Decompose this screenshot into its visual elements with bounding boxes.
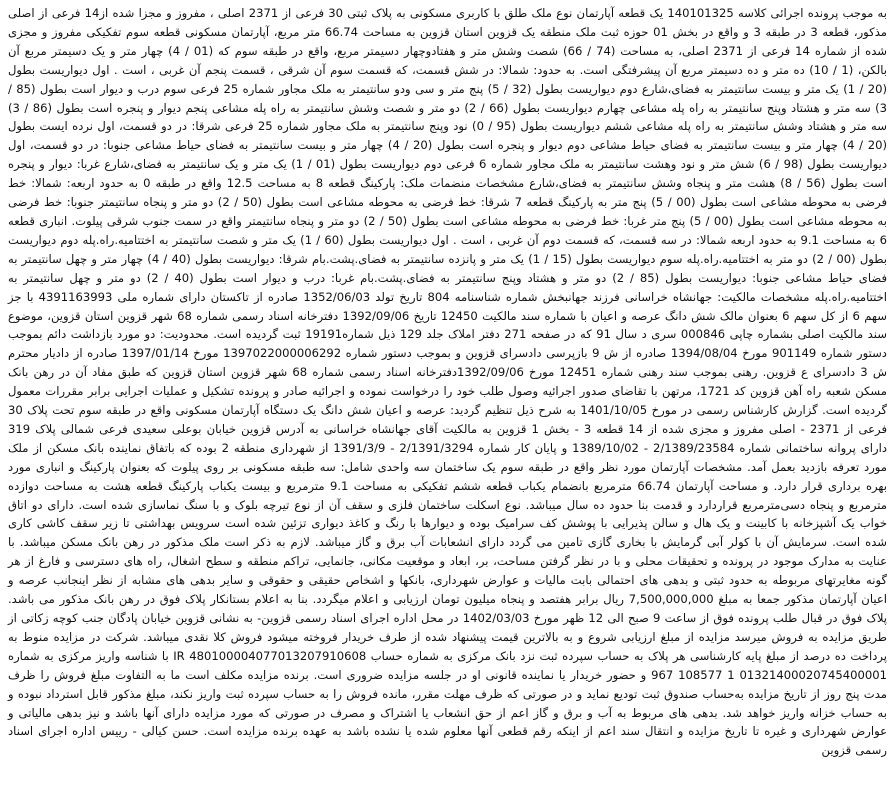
- notice-body-text: به موجب پرونده اجرائی کلاسه 140101325 یک قطعه آپارتمان نوع ملک طلق با کاربری مسکونی به پلاک ثبتی 30 فرعی از 2371 اصلی ، مفروز و مجزا شده از14 فرعی از اصلی مذکور، قطعه 3 در طبقه 3 و واقع در بخش 01 حوزه ثبت ملک منطقه یک قزوین استان قزوین به مساحت 66.74 متر مربع، آپارتمان مسکونی قطعه سوم تفکیکی مفروز و مجزی شده از شماره 14 فرعی از 2371 اصلی، به مساحت (74 / 66) شصت وشش متر و هفتادوچهار دسیمتر مربع، واقع در طبقه سوم که (01 / 4) چهار متر و یک دسیمتر مربع آن بالکن، (1 / 10) ده متر و ده دسیمتر مربع آن پیشرفتگی است. به حدود: شمالا: در شش قسمت، که قسمت سوم آن شرقی ، قسمت پنجم آن غربی ، است . اول دیواریست بطول (20 / 1) یک متر و بیست سانتیمتر به فضای،شارع دوم دیواریست بطول (32 / 5) پنج متر و سی ودو سانتیمتر به ملک مجاور شماره 25 فرعی سوم درب و دیوار است بطول (85 / 3) سه متر و هشتاد وپنج سانتیمتر به راه پله مشاعی چهارم دیواریست بطول (66 / 2) دو متر و شصت وشش سانتیمتر به راه پله مشاعی پنجم دیوار و پنجره است بطول (86 / 3) سه متر و هشتاد وشش سانتیمتر به راه پله مشاعی ششم دیواریست بطول (95 / 0) نود وپنج سانتیمتر به ملک مجاور شماره 25 فرعی شرقا: در دو قسمت، اول نرده ایست بطول (20 / 4) چهار متر و بیست سانتیمتر به فضای حیاط مشاعی دوم دیوار و پنجره است بطول (20 / 4) چهار متر و بیست سانتیمتر به فضای حیاط مشاعی جنوبا: در دو قسمت، اول دیواریست بطول (98 / 6) شش متر و نود وهشت سانتیمتر به ملک مجاور شماره 6 فرعی دوم دیواریست بطول (01 / 1) یک متر و یک سانتیمتر به فضای،شارع غربا: دیوار و پنجره است بطول (56 / 8) هشت متر و پنجاه وشش سانتیمتر به فضای،شارع مشخصات منضمات ملک: پارکینگ قطعه 8 به مساحت 12.5 واقع در طبقه 0 به حدود اربعه: شمالا: خط فرضی به محوطه مشاعی است بطول (00 / 5) پنج متر به پارکینگ قطعه 7 شرقا: خط فرضی به محوطه مشاعی است بطول (50 / 2) دو متر و پنجاه سانتیمتر جنوبا: خط فرضی به محوطه مشاعی است بطول (00 / 5) پنج متر غربا: خط فرضی به محوطه مشاعی است بطول (50 / 2) دو متر و پنجاه سانتیمتر واقع در سمت جنوب شرقی پیلوت. انباری قطعه 6 به مساحت 9.1 به حدود اربعه شمالا: در سه قسمت، که قسمت دوم آن غربی ، است . اول دیواریست بطول (60 / 1) یک متر و شصت سانتیمتر به اختتامیه.راه.پله دوم دیواریست بطول (00 / 2) دو متر به اختتامیه.راه.پله سوم دیواریست بطول (15 / 1) یک متر و پانزده سانتیمتر به فضای.پشت.بام شرقا: دیواریست بطول (40 / 4) چهار متر و چهل سانتیمتر به فضای حیاط مشاعی جنوبا: دیواریست بطول (85 / 2) دو متر و هشتاد وپنج سانتیمتر به فضای.پشت.بام غربا: درب و دیوار است بطول (40 / 2) دو متر و چهل سانتیمتر به اختتامیه.راه.پله مشخصات مالکیت: جهانشاه خراسانی فرزند جهانبخش شماره شناسنامه 804 تاریخ تولد 1352/06/03 صادره از تاکستان دارای شماره ملی 4391163993 با جز سهم 6 از کل سهم 6 بعنوان مالک شش دانگ عرصه و اعیان با شماره سند مالکیت 12450 تاریخ 1392/09/06 دفترخانه اسناد رسمی شماره 68 شهر قزوین استان قزوین، موضوع سند مالکیت اصلی بشماره چاپی 000846 سری د سال 91 که در صفحه 271 دفتر املاک جلد 129 ذیل شماره19191 ثبت گردیده است. محدودیت: دو مورد بازداشت دائم بموجب دستور شماره 901149 مورخ 1394/08/04 صادره از ش 9 بازپرسی دادسرای قزوین و بموجب دستور شماره 1397022000006292 مورخ 1397/01/14 صادره از دادیار محترم ش 3 دادسرای ع قزوین. رهنی بموجب سند رهنی شماره 12451 مورخ 1392/09/06دفترخانه اسناد رسمی شماره 68 شهر قزوین استان قزوین که طبق مفاد آن در رهن بانک مسکن شعبه راه آهن قزوین کد 1721، مرتهن با تقاضای صدور اجرائیه وصول طلب خود را درخواست نموده و اجرائیه صادر و پرونده تشکیل و عملیات اجرایی برابر مقررات معمول گردیده است. گزارش کارشناس رسمی در مورخ 1401/10/05 به شرح ذیل تنظیم گردید: عرصه و اعیان شش دانگ یک دستگاه آپارتمان مسکونی واقع در طبقه سوم تحت پلاک 30 فرعی از 2371 - اصلی مفروز و مجزی شده از 14 قطعه 3 - بخش 1 قزوین به مالکیت آقای جهانشاه خراسانی به آدرس قزوین خیابان بوعلی سعیدی فرعی شمالی پلاک 319 دارای پروانه ساختمانی شماره 2/1389/23584 - 1389/10/02 و پایان کار شماره 2/1391/3294 - 1391/3/9 از شهرداری منطقه 2 بوده که باتفاق نماینده بانک مسکن از ملک مورد تعرفه بازدید بعمل آمد. مشخصات آپارتمان مورد نظر واقع در طبقه سوم یک ساختمان سه واحدی شامل: سه طبقه مسکونی بر روی پیلوت که بعنوان پارکینگ و انباری مورد بهره برداری قرار دارد. و مساحت آپارتمان 66.74 مترمربع بانضمام یکباب قطعه ششم تفکیکی به مساحت 9.1 مترمربع و بیست یکباب پارکینگ قطعه هشت به مساحت دوازده مترمربع و پنجاه دسی‌مترمربع قراردارد و قدمت بنا حدود ده سال میباشد. نوع اسکلت ساختمان فلزی و سقف آن از نوع تیرچه بلوک و با سنگ نماسازی شده است. دارای دو اتاق خواب یک آشپزخانه با کابینت و یک هال و سالن پذیرایی با پوشش کف سرامیک بوده و دیوارها با رنگ و کاغذ دیواری تزئین شده است سرویس بهداشتی تا زیر سقف کاشی کاری شده است. سرمایش آن با کولر آبی گرمایش با بخاری گازی تامین می گردد دارای انشعابات آب برق و گاز میباشد. لازم به ذکر است ملک مذکور در رهن بانک مسکن میباشد. با عنایت به مدارک موجود در پرونده و تحقیقات محلی و با در نظر گرفتن مساحت، بر، ابعاد و موقعیت مکانی، جانمایی، تراکم منطقه و سطح اشغال، راه های دسترسی و فارغ از هر گونه مغایرتهای مربوطه به حدود ثبتی و بدهی های احتمالی بابت مالیات و عوارض شهرداری، بانکها و اشخاص حقیقی و حقوقی و سایر بدهی های مشابه از نظر اینجانب عرصه و اعیان آپارتمان مذکور جمعا به مبلغ 7,500,000,000 ریال برابر هفتصد و پنجاه میلیون تومان ارزیابی و اعلام میگردد. بنا به اعلام بستانکار پلاک فوق در رهن بانک مذکور می باشد. پلاک فوق در قبال طلب پرونده فوق از ساعت 9 صبح الی 12 ظهر مورخ 1402/03/03 در محل اداره اجرای اسناد رسمی قزوین- به نشانی قزوین خیابان پادگان جنب کوچه زکاتی از طریق مزایده به فروش میرسد مزایده از مبلغ ارزیابی شروع و به بالاترین قیمت پیشنهاد شده از طرف خریدار فروخته میشود فروش کلا نقدی میباشد. شرکت در مزایده منوط به پرداخت ده درصد از مبلغ پایه کارشناسی هر پلاک به حساب سپرده ثبت نزد بانک مرکزی به شماره حساب 4801000040770132079106​08 IR با شناسه واریز مرکزی به شماره 013214000207454000​01 1 108577 967 و حضور خریدار یا نماینده قانونی او در جلسه مزایده ضروری است. برنده مزایده مکلف است ما به التفاوت مبلغ فروش را ظرف مدت پنج روز از تاریخ مزایده به‌حساب صندوق ثبت تودیع نماید و در صورتی که ظرف مهلت مقرر، مانده فروش را به حساب سپرده ثبت واریز نکند، مبلغ مذکور قابل استرداد نبوده و به حساب خزانه واریز خواهد شد. بدهی های مربوط به آب و برق و گاز اعم از حق انشعاب یا اشتراک و مصرف در صورتی که مورد مزایده دارای آنها باشد و نیز بدهی مالیاتی و عوارض شهرداری و غیره تا تاریخ مزایده و انتقال سند اعم از اینکه رقم قطعی آنها معلوم شده یا نشده باشد به عهده برنده مزایده است. حسن کیالی - رییس اداره اجرای اسناد رسمی قزوین: [8, 6, 888, 758]
